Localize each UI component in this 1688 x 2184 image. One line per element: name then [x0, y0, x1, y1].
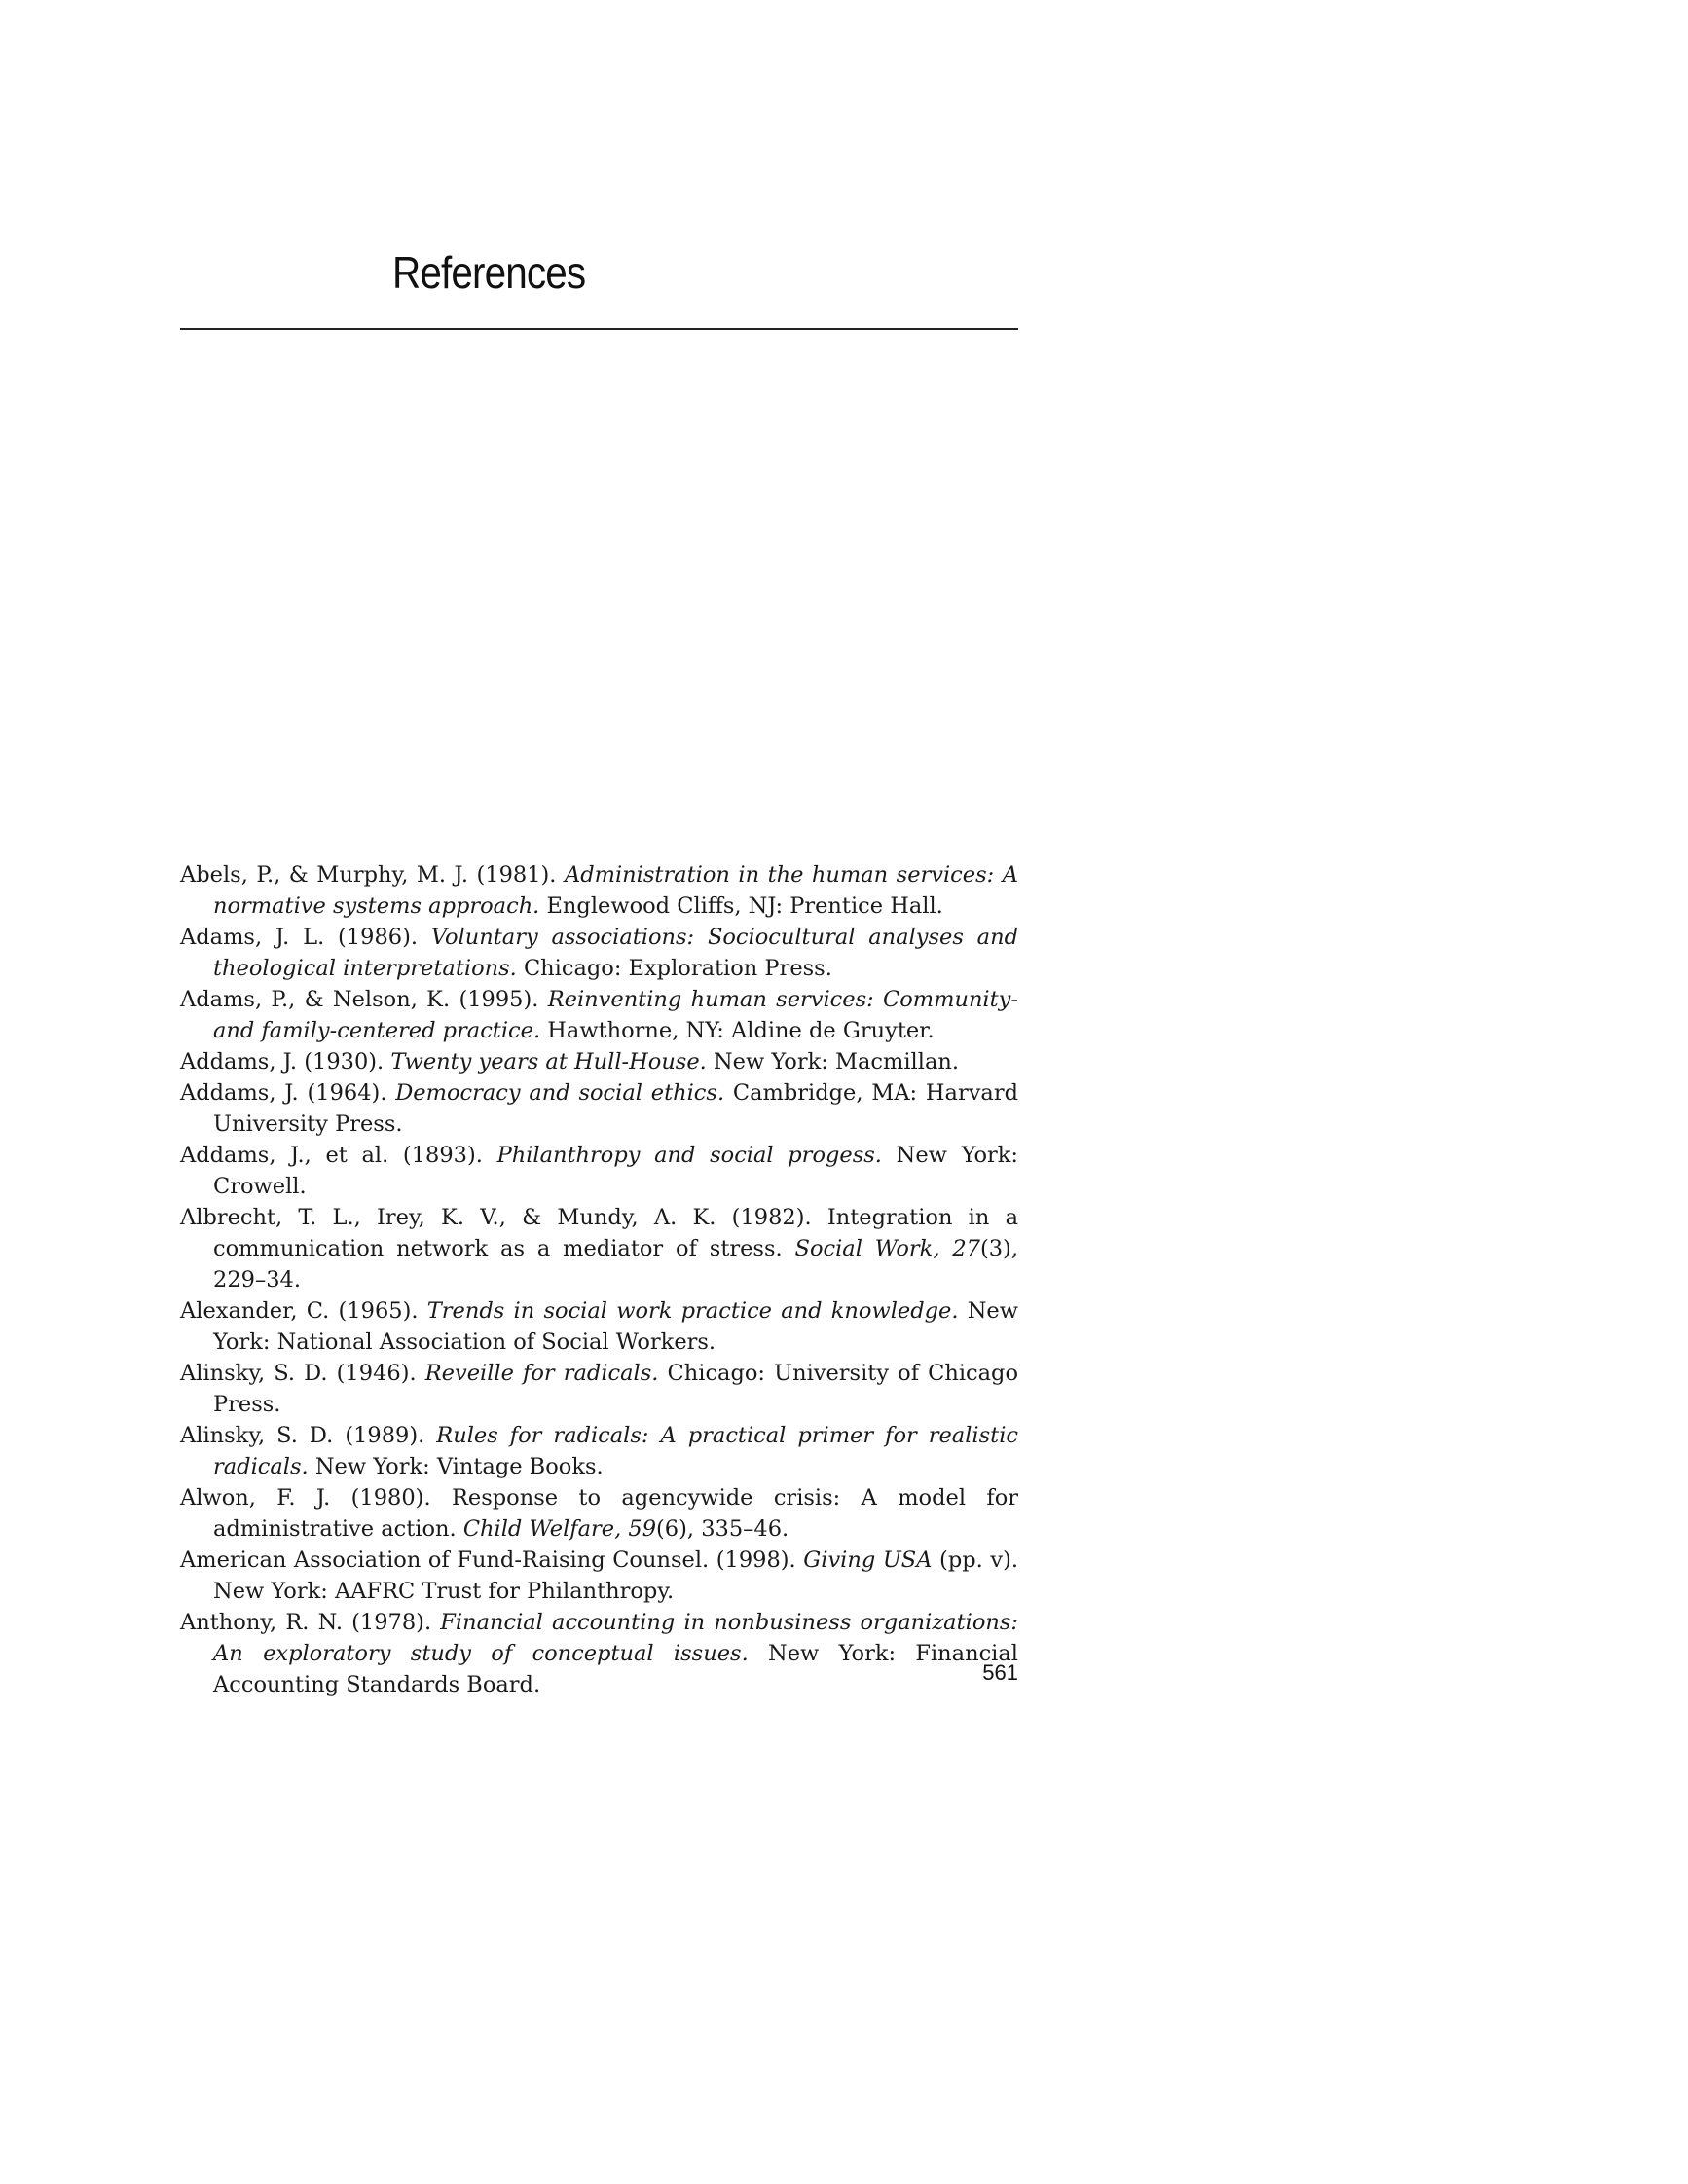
- title-rule: [180, 328, 1018, 330]
- reference-entry: [180, 1295, 1018, 1358]
- reference-text: New York: Vintage Books.: [308, 1454, 604, 1479]
- reference-title: Social Work, 27: [794, 1236, 980, 1261]
- reference-text: Englewood Cliffs, NJ: Prentice Hall.: [539, 893, 943, 919]
- reference-list: [180, 859, 1018, 1700]
- page-number: 561: [982, 1660, 1018, 1685]
- reference-entry: [180, 1140, 1018, 1202]
- reference-text: Addams, J., et al. (1893).: [180, 1143, 497, 1168]
- reference-text: (3), 229–34.: [213, 1236, 1018, 1292]
- reference-title: Trends in social work practice and knowledge.: [426, 1298, 959, 1324]
- reference-text: Alwon, F. J. (1980). Response to agencywide crisis: A model for administrative action.: [180, 1485, 1018, 1542]
- reference-title: Reinventing human services: Community- and family-centered practice.: [213, 987, 1018, 1043]
- reference-entry: [180, 984, 1018, 1046]
- reference-entry: [180, 1077, 1018, 1140]
- reference-text: Alinsky, S. D. (1989).: [180, 1423, 437, 1448]
- reference-text: Hawthorne, NY: Aldine de Gruyter.: [540, 1018, 935, 1043]
- reference-entry: [180, 1420, 1018, 1482]
- reference-title: Rules for radicals: A practical primer for realistic radicals.: [213, 1423, 1019, 1479]
- reference-text: Addams, J. (1930).: [180, 1049, 391, 1074]
- reference-text: Adams, P., & Nelson, K. (1995).: [180, 987, 548, 1012]
- reference-title: Child Welfare, 59: [462, 1516, 657, 1542]
- reference-text: New York: Financial Accounting Standards Board.: [213, 1641, 1018, 1697]
- reference-text: Chicago: University of Chicago Press.: [213, 1361, 1018, 1417]
- reference-title: Twenty years at Hull-House.: [390, 1049, 707, 1074]
- reference-title: Administration in the human services: A normative systems approach.: [213, 862, 1018, 919]
- reference-entry: [180, 1046, 1018, 1077]
- reference-entry: [180, 1482, 1018, 1545]
- reference-text: (pp. v). New York: AAFRC Trust for Philanthropy.: [213, 1547, 1018, 1604]
- reference-text: (6), 335–46.: [656, 1516, 789, 1542]
- reference-text: Alexander, C. (1965).: [180, 1298, 427, 1324]
- reference-text: New York: Macmillan.: [706, 1049, 959, 1074]
- reference-text: Alinsky, S. D. (1946).: [180, 1361, 425, 1386]
- reference-text: Abels, P., & Murphy, M. J. (1981).: [180, 862, 565, 888]
- reference-entry: [180, 922, 1018, 984]
- page-title: References: [392, 247, 586, 298]
- reference-title: Voluntary associations: Sociocultural analyses and theological interpretations.: [213, 925, 1018, 981]
- reference-title: Democracy and social ethics.: [395, 1080, 725, 1106]
- reference-text: Addams, J. (1964).: [180, 1080, 396, 1106]
- reference-title: Reveille for radicals.: [424, 1361, 659, 1386]
- reference-entry: [180, 1607, 1018, 1700]
- reference-text: Anthony, R. N. (1978).: [180, 1610, 441, 1635]
- reference-entry: [180, 859, 1018, 922]
- reference-text: Cambridge, MA: Harvard University Press.: [213, 1080, 1019, 1137]
- reference-text: Chicago: Exploration Press.: [516, 956, 832, 981]
- reference-text: American Association of Fund-Raising Counsel. (1998).: [180, 1547, 804, 1573]
- reference-title: Giving USA: [803, 1547, 933, 1573]
- reference-entry: [180, 1358, 1018, 1420]
- reference-title: Philanthropy and social progess.: [496, 1143, 882, 1168]
- reference-text: Albrecht, T. L., Irey, K. V., & Mundy, A. K. (1982). Integration in a communication network as a mediator of stress.: [180, 1205, 1018, 1261]
- reference-text: New York: National Association of Social Workers.: [213, 1298, 1019, 1355]
- reference-entry: [180, 1545, 1018, 1607]
- reference-text: Adams, J. L. (1986).: [180, 925, 431, 950]
- reference-entry: [180, 1202, 1018, 1295]
- reference-title: Financial accounting in nonbusiness organizations: An exploratory study of conceptual issues.: [213, 1610, 1018, 1666]
- reference-text: New York: Crowell.: [213, 1143, 1018, 1199]
